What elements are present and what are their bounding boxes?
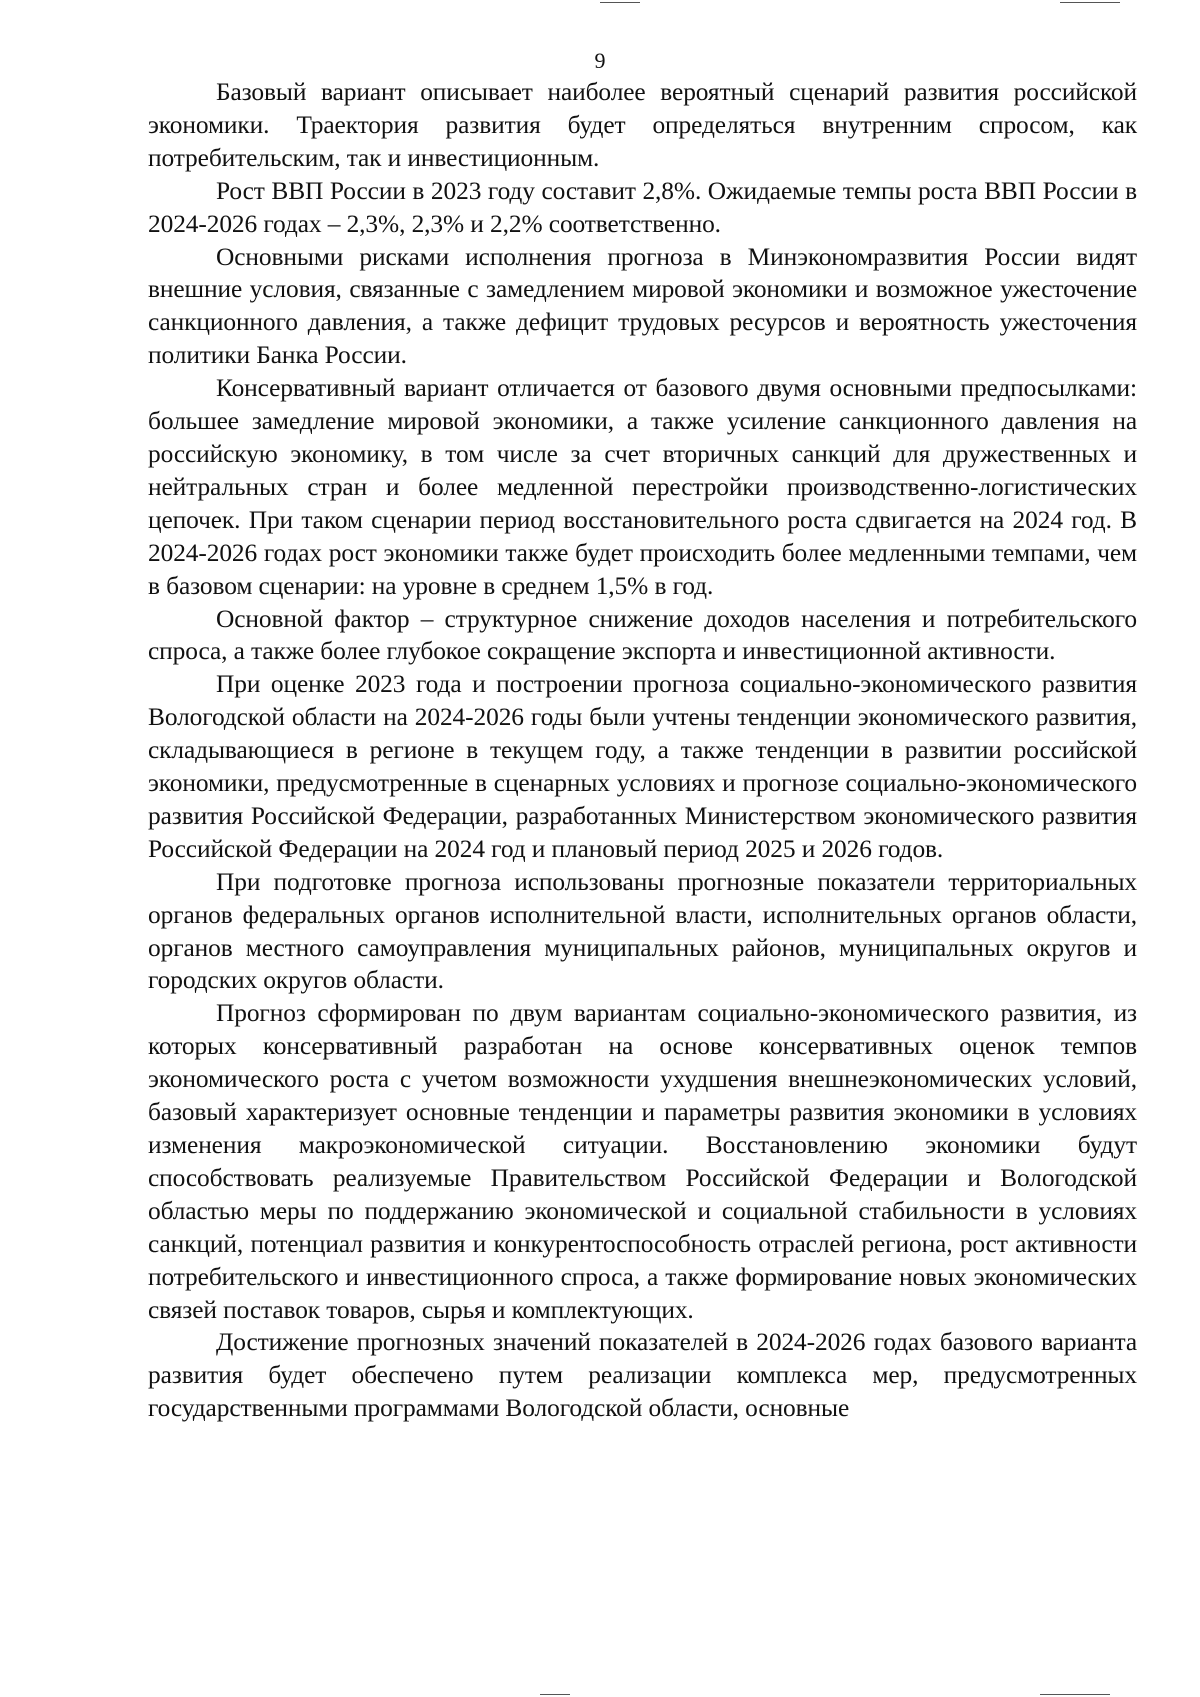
paragraph-base-scenario: Базовый вариант описывает наиболее вероятный сценарий развития российской экономики. Траектория развития будет определяться внутренним спросом, как потребительским, так и инвестиционным. [148,78,1137,172]
paragraph-regional-assessment: При оценке 2023 года и построении прогноза социально-экономического развития Вологодской области на 2024-2026 годы были учтены тенденции экономического развития, складывающиеся в регионе в текущем году, а также тенденции в развитии российской экономики, предусмотренные в сценарных условиях и прогнозе социально-экономического развития Российской Федерации, разработанных Министерством экономического развития Российской Федерации на 2024 год и плановый период 2025 и 2026 годов. [148,670,1137,863]
page-number: 9 [594,48,606,73]
paragraph-forecast-sources: При подготовке прогноза использованы прогнозные показатели территориальных органов федеральных органов исполнительной власти, исполнительных органов области, органов местного самоуправления муниципальных районов, муниципальных округов и городских округов области. [148,867,1137,995]
paragraph-main-risks: Основными рисками исполнения прогноза в Минэкономразвития России видят внешние условия, связанные с замедлением мировой экономики и возможное ужесточение санкционного давления, а также дефицит трудовых ресурсов и вероятность ужесточения политики Банка России. [148,242,1137,370]
scan-edge-mark [1060,2,1120,3]
document-body [148,76,1137,1425]
scan-edge-mark [600,2,640,3]
paragraph-conservative-scenario: Консервативный вариант отличается от базового двумя основными предпосылками: большее замедление мировой экономики, а также усиление санкционного давления на российскую экономику, в том числе за счет вторичных санкций для дружественных и нейтральных стран и более медленной перестройки производственно-логистических цепочек. При таком сценарии период восстановительного роста сдвигается на 2024 год. В 2024-2026 годах рост экономики также будет происходить более медленными темпами, чем в базовом сценарии: на уровне в среднем 1,5% в год. [148,374,1137,600]
paragraph-main-factor: Основной фактор – структурное снижение доходов населения и потребительского спроса, а также более глубокое сокращение экспорта и инвестиционной активности. [148,604,1137,666]
paragraph-two-variants: Прогноз сформирован по двум вариантам социально-экономического развития, из которых консервативный разработан на основе консервативных оценок темпов экономического роста с учетом возможности ухудшения внешнеэкономических условий, базовый характеризует основные тенденции и параметры развития экономики в условиях изменения макроэкономической ситуации. Восстановлению экономики будут способствовать реализуемые Правительством Российской Федерации и Вологодской областью меры по поддержанию экономической и социальной стабильности в условиях санкций, потенциал развития и конкурентоспособность отраслей региона, рост активности потребительского и инвестиционного спроса, а также формирование новых экономических связей поставок товаров, сырья и комплектующих. [148,999,1137,1324]
paragraph-achievement: Достижение прогнозных значений показателей в 2024-2026 годах базового варианта развития будет обеспечено путем реализации комплекса мер, предусмотренных государственными программами Вологодской области, основные [148,1328,1137,1423]
paragraph-gdp-growth: Рост ВВП России в 2023 году составит 2,8%. Ожидаемые темпы роста ВВП России в 2024-2026 годах – 2,3%, 2,3% и 2,2% соответственно. [148,176,1137,238]
scan-edge-mark [540,1694,570,1695]
scan-edge-mark [1040,1694,1110,1695]
